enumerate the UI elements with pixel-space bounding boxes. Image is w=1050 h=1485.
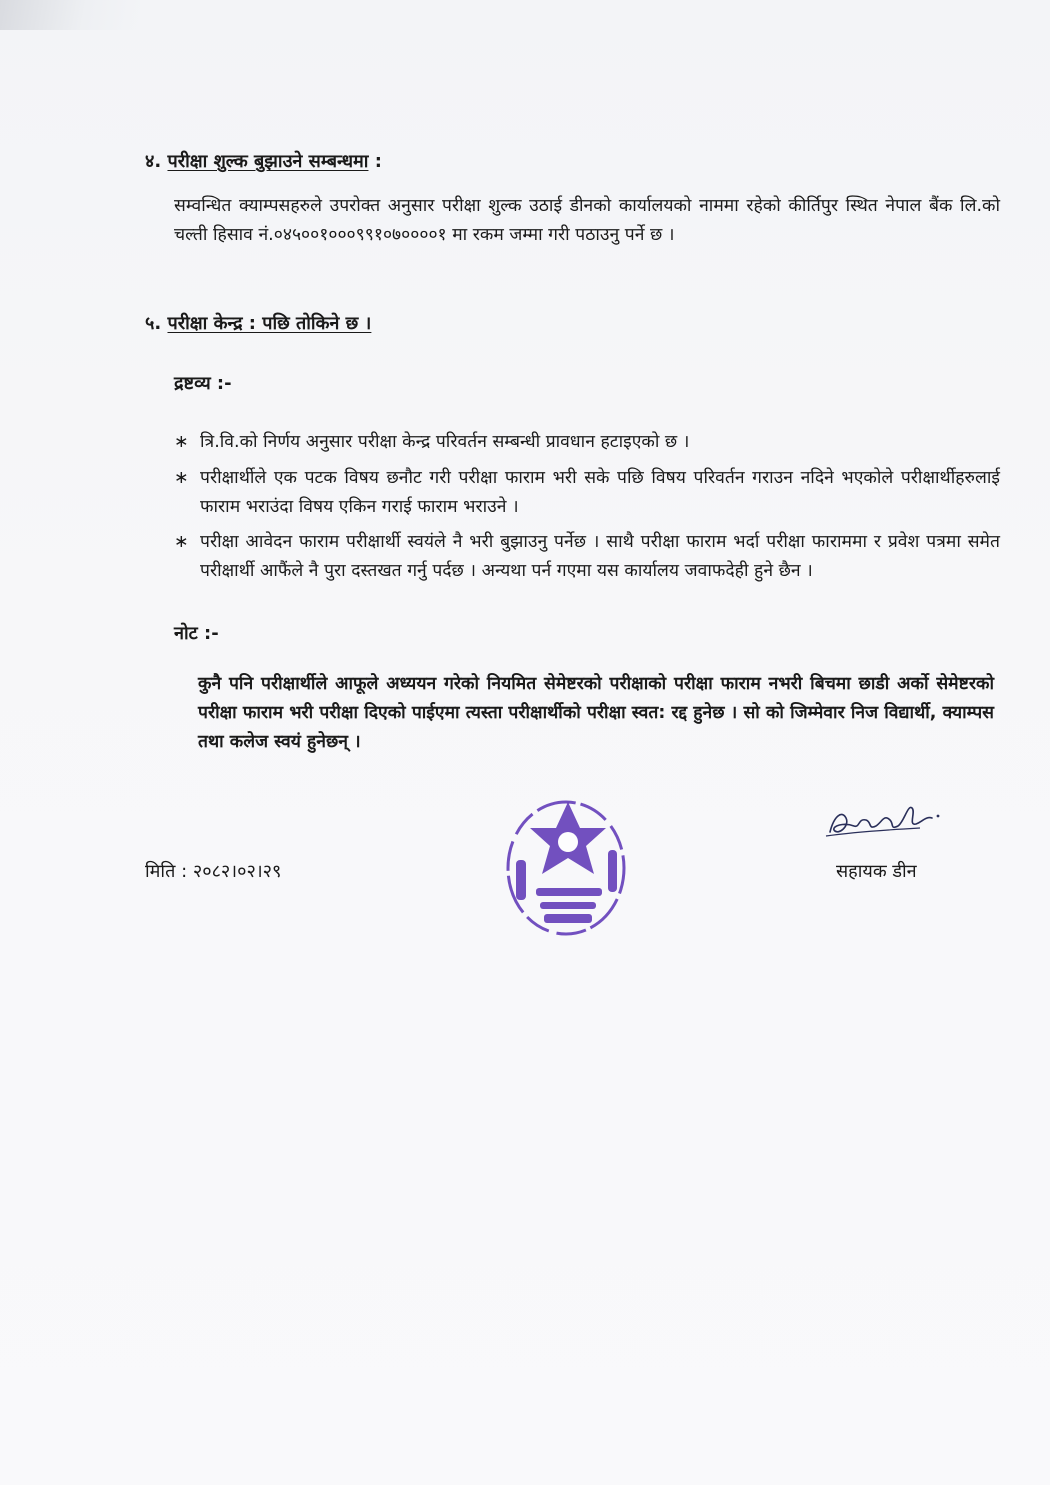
drashtavya-item-text: त्रि.वि.को निर्णय अनुसार परीक्षा केन्द्र परिवर्तन सम्बन्धी प्रावधान हटाइएको छ । bbox=[200, 432, 690, 452]
drashtavya-item-text: परीक्षार्थीले एक पटक विषय छनौट गरी परीक्षा फाराम भरी सके पछि विषय परिवर्तन गराउन नदिने भएकोले परीक्षार्थीहरुलाई फाराम भराउंदा विषय एकिन गराई फाराम भराउने । bbox=[200, 468, 1000, 517]
drashtavya-item-text: परीक्षा आवेदन फाराम परीक्षार्थी स्वयंले नै भरी बुझाउनु पर्नेछ । साथै परीक्षा फाराम भर्दा परीक्षा फाराममा र प्रवेश पत्रमा समेत परीक्षार्थी आफैंले नै पुरा दस्तखत गर्नु पर्दछ । अन्यथा पर्न गएमा यस कार्यालय जवाफदेही हुने छैन । bbox=[200, 532, 1000, 581]
asterisk-icon: ∗ bbox=[174, 432, 189, 452]
drashtavya-item bbox=[174, 428, 1000, 457]
section-4-body: सम्वन्धित क्याम्पसहरुले उपरोक्त अनुसार परीक्षा शुल्क उठाई डीनको कार्यालयको नाममा रहेको कीर्तिपुर स्थित नेपाल बैंक लि.को चल्ती हिसाव नं.०४५००१०००९९१०७००००१ मा रकम जम्मा गरी पठाउनु पर्ने छ । bbox=[174, 196, 1000, 245]
handwritten-signature bbox=[824, 796, 954, 846]
asterisk-icon: ∗ bbox=[174, 532, 189, 552]
asterisk-icon: ∗ bbox=[174, 468, 189, 488]
section-4-heading: ४. परीक्षा शुल्क बुझाउने सम्बन्धमा : bbox=[145, 151, 382, 172]
note-body: कुनै पनि परीक्षार्थीले आफूले अध्ययन गरेको नियमित सेमेष्टरको परीक्षाको परीक्षा फाराम नभरी बिचमा छाडी अर्को सेमेष्टरको परीक्षा फाराम भरी परीक्षा दिएको पाईएमा त्यस्ता परीक्षार्थीको परीक्षा स्वत: रद्द हुनेछ । सो को जिम्मेवार निज विद्यार्थी, क्याम्पस तथा कलेज स्वयं हुनेछन् । bbox=[198, 674, 994, 752]
drashtavya-label: द्रष्टव्य :- bbox=[174, 373, 232, 394]
date-line: मिति : २०८२।०२।२९ bbox=[145, 861, 282, 882]
section-5-heading bbox=[145, 312, 371, 336]
page-fold-shadow bbox=[0, 0, 140, 30]
section-4-title: परीक्षा शुल्क बुझाउने सम्बन्धमा bbox=[167, 151, 369, 172]
section-4-number: ४. bbox=[145, 151, 162, 172]
drashtavya-item bbox=[174, 528, 1000, 586]
section-5-number: ५. bbox=[145, 313, 162, 334]
note-label: नोट :- bbox=[174, 623, 219, 644]
section-5-title: परीक्षा केन्द्र : पछि तोकिने छ । bbox=[167, 313, 372, 334]
office-seal-stamp bbox=[498, 790, 638, 950]
signatory-title: सहायक डीन bbox=[836, 861, 917, 882]
drashtavya-item bbox=[174, 464, 1000, 522]
